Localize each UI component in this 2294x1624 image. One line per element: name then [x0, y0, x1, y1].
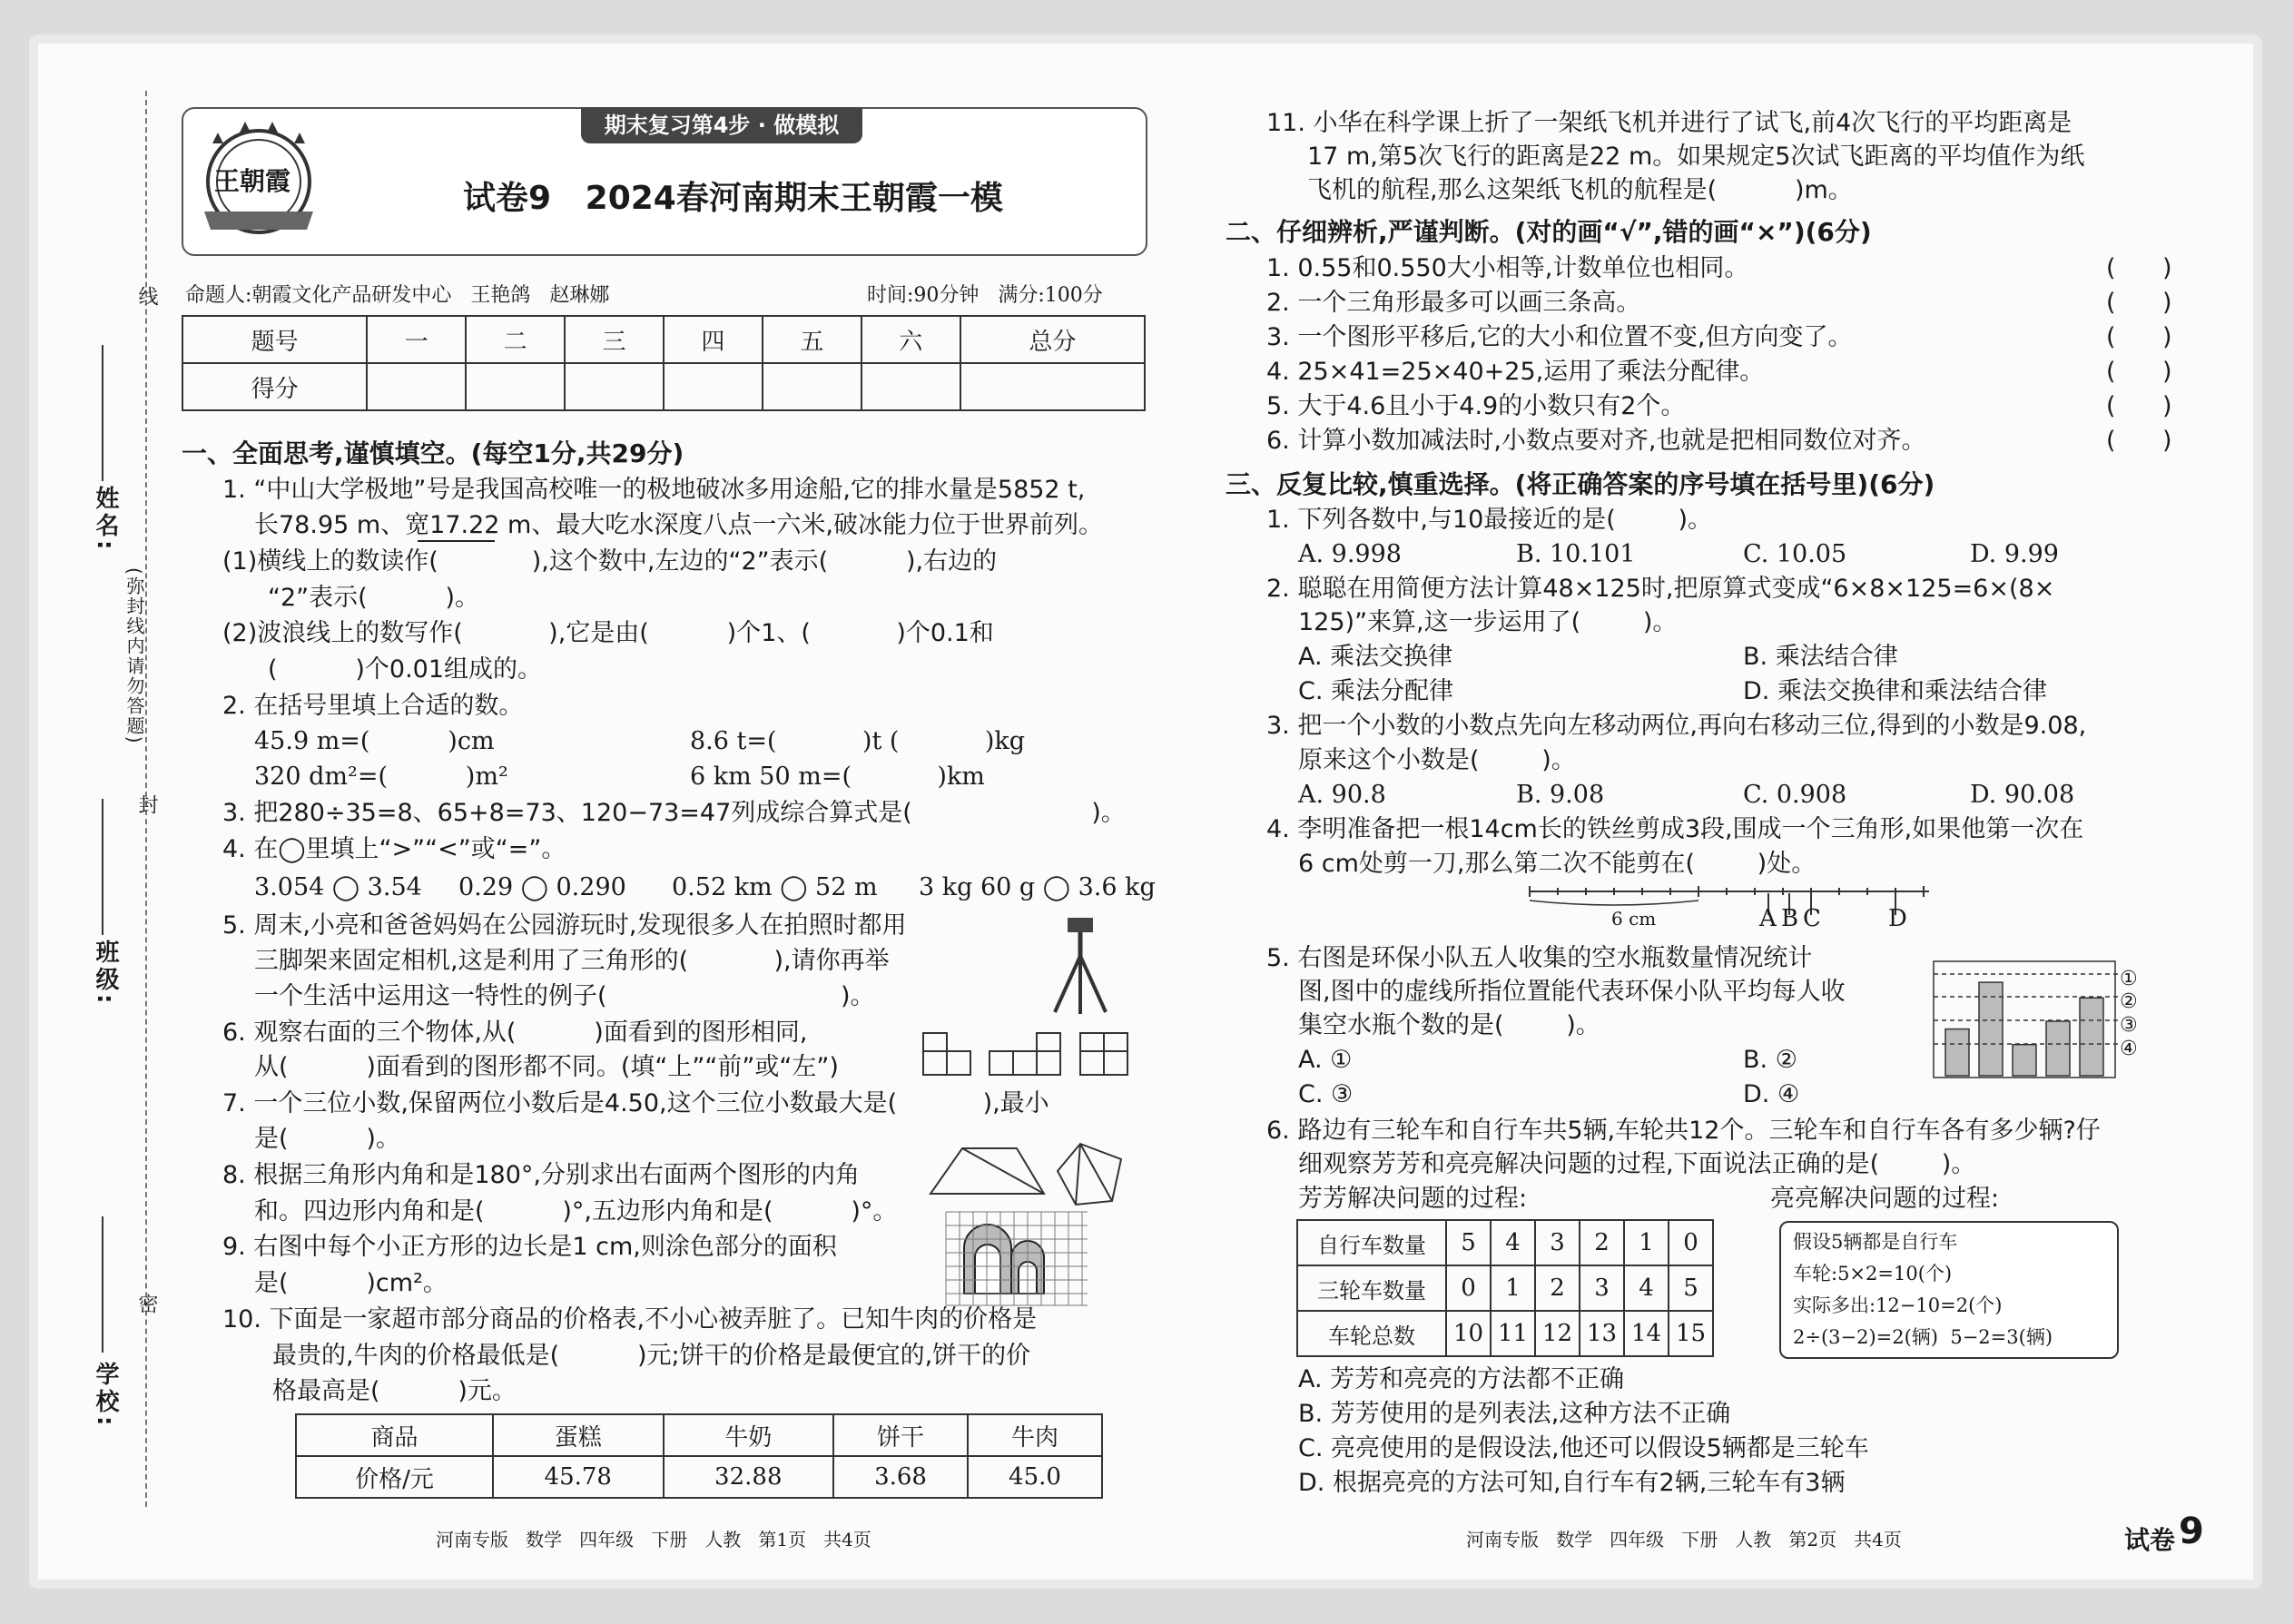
- q5-opt-d[interactable]: D. ④: [1743, 1080, 1800, 1108]
- school-label: 学校:: [92, 1362, 119, 1430]
- footer-right: 河南专版 数学 四年级 下册 人教 第2页 共4页: [1466, 1529, 1902, 1550]
- chart-bar: [2046, 1021, 2070, 1076]
- fang-cell: 11: [1491, 1311, 1535, 1356]
- q5-opt-c[interactable]: C. ③: [1298, 1080, 1354, 1108]
- choice-q6-line1: 6. 路边有三轮车和自行车共5辆,车轮共12个。三轮车和自行车各有多少辆?仔: [1266, 1117, 2101, 1145]
- score-header: 一: [367, 316, 466, 363]
- q2-opt-d[interactable]: D. 乘法交换律和乘法结合律: [1743, 677, 2047, 705]
- q6-line2: 从( )面看到的图形都不同。(填“上”“前”或“左”): [254, 1053, 839, 1081]
- price-header: 饼干: [833, 1414, 968, 1456]
- score-cell[interactable]: [664, 363, 763, 410]
- score-header: 六: [861, 316, 960, 363]
- fang-title: 芳芳解决问题的过程:: [1298, 1185, 1528, 1213]
- q1-line2: 长78.95 m、宽17.22 m、最大吃水深度八点一六米,破冰能力位于世界前列。: [254, 511, 1103, 539]
- fang-cell: 1: [1491, 1265, 1535, 1311]
- side-secret-label: 密: [135, 1294, 158, 1317]
- q11-line2: 17 m,第5次飞行的距离是22 m。如果规定5次试飞距离的平均值作为纸: [1307, 143, 2085, 171]
- chart-line-label-2: ②: [2120, 990, 2138, 1013]
- score-header: 总分: [960, 316, 1145, 363]
- score-table: [182, 315, 1146, 411]
- q6-opt-a[interactable]: A. 芳芳和亮亮的方法都不正确: [1298, 1365, 1625, 1393]
- choice-q3-line1: 3. 把一个小数的小数点先向左移动两位,再向右移动三位,得到的小数是9.08,: [1266, 712, 2087, 740]
- chart-line-label-3: ③: [2120, 1014, 2138, 1037]
- ruler-mark-b: B: [1781, 905, 1799, 932]
- side-seal-label: 封: [135, 794, 158, 818]
- choice-q5-line2: 图,图中的虚线所指位置能代表环保小队平均每人收: [1298, 978, 1846, 1006]
- judge-answer-5[interactable]: ( ): [2106, 392, 2172, 420]
- score-cell[interactable]: [466, 363, 565, 410]
- q2-b: 8.6 t=( )t ( )kg: [690, 727, 1026, 755]
- part1-title: 一、全面思考,谨慎填空。(每空1分,共29分): [182, 438, 684, 468]
- score-header: 五: [763, 316, 861, 363]
- q6-line1: 6. 观察右面的三个物体,从( )面看到的图形相同,: [222, 1019, 808, 1047]
- chart-line-label-1: ①: [2120, 968, 2138, 990]
- judge-answer-1[interactable]: ( ): [2106, 254, 2172, 282]
- q1-opt-c[interactable]: C. 10.05: [1743, 540, 1847, 568]
- liang-line-2: 车轮:5×2=10(个): [1793, 1263, 1953, 1284]
- chart-bar: [2013, 1045, 2036, 1076]
- q2-d: 6 km 50 m=( )km: [690, 763, 985, 791]
- choice-q2-line2: 125)”来算,这一步运用了( )。: [1298, 608, 1678, 636]
- price-row-label: 价格/元: [296, 1456, 493, 1498]
- name-line: [102, 345, 103, 481]
- score-cell[interactable]: [763, 363, 861, 410]
- fang-cell: 12: [1535, 1311, 1580, 1356]
- q3-opt-d[interactable]: D. 90.08: [1970, 781, 2075, 809]
- ruler-label: 6 cm: [1611, 908, 1657, 930]
- q6-opt-c[interactable]: C. 亮亮使用的是假设法,他还可以假设5辆都是三轮车: [1298, 1434, 1869, 1462]
- chart-bar: [1945, 1029, 1969, 1076]
- fang-cell: 0: [1669, 1220, 1713, 1265]
- choice-q5-line1: 5. 右图是环保小队五人收集的空水瓶数量情况统计: [1266, 944, 1813, 972]
- q1-sub1-cont: “2”表示( )。: [268, 584, 480, 612]
- fang-row: [1297, 1265, 1713, 1311]
- score-header: 题号: [182, 316, 367, 363]
- fang-cell: 10: [1446, 1311, 1491, 1356]
- q3-opt-a[interactable]: A. 90.8: [1298, 781, 1386, 809]
- price-header: 商品: [296, 1414, 493, 1456]
- q5-line3: 一个生活中运用这一特性的例子( )。: [254, 982, 875, 1010]
- q8-line2: 和。四边形内角和是( )°,五边形内角和是( )°。: [254, 1197, 898, 1225]
- part3-title: 三、反复比较,慎重选择。(将正确答案的序号填在括号里)(6分): [1226, 469, 1935, 499]
- fang-cell: 2: [1535, 1265, 1580, 1311]
- q4-b: 0.29 ◯ 0.290: [458, 873, 626, 901]
- q10-line1: 10. 下面是一家超市部分商品的价格表,不小心被弄脏了。已知牛肉的价格是: [222, 1305, 1038, 1334]
- fang-cell: 5: [1669, 1265, 1713, 1311]
- choice-q4-line1: 4. 李明准备把一根14cm长的铁丝剪成3段,围成一个三角形,如果他第一次在: [1266, 815, 2084, 843]
- q4-a: 3.054 ◯ 3.54: [254, 873, 422, 901]
- q2-a: 45.9 m=( )cm: [254, 727, 495, 755]
- judge-2: 2. 一个三角形最多可以画三条高。: [1266, 289, 1641, 317]
- time-score: 时间:90分钟 满分:100分: [867, 284, 1103, 307]
- chart-line-label-4: ④: [2120, 1038, 2138, 1060]
- q1-sub2: (2)波浪线上的数写作( ),它是由( )个1、( )个0.1和: [222, 619, 994, 647]
- footer-tag: 试卷: [2124, 1525, 2176, 1555]
- name-label: 姓名:: [92, 486, 119, 554]
- q5-line1: 5. 周末,小亮和爸爸妈妈在公园游玩时,发现很多人在拍照时都用: [222, 911, 907, 940]
- side-line-label: 线: [135, 286, 158, 310]
- score-row-label: 得分: [182, 363, 367, 410]
- cube-figures: [921, 1026, 1144, 1080]
- q9-line1: 9. 右图中每个小正方形的边长是1 cm,则涂色部分的面积: [222, 1233, 837, 1261]
- class-line: [102, 799, 103, 935]
- choice-q3-line2: 原来这个小数是( )。: [1298, 746, 1576, 774]
- wire-ruler: [1525, 879, 1934, 933]
- ruler-mark-d: D: [1888, 905, 1907, 932]
- tripod-figure: [1044, 912, 1117, 1017]
- q3-opt-b[interactable]: B. 9.08: [1516, 781, 1605, 809]
- choice-q1: 1. 下列各数中,与10最接近的是( )。: [1266, 506, 1713, 534]
- ruler-mark-a: A: [1759, 905, 1777, 932]
- score-header: 四: [664, 316, 763, 363]
- price-value: 45.0: [968, 1456, 1102, 1498]
- price-header: 牛肉: [968, 1414, 1102, 1456]
- price-header-row: [296, 1414, 1102, 1456]
- judge-6: 6. 计算小数加减法时,小数点要对齐,也就是把相同数位对齐。: [1266, 427, 1926, 455]
- choice-q2-line1: 2. 聪聪在用简便方法计算48×125时,把原算式变成“6×8×125=6×(8×: [1266, 575, 2055, 603]
- price-value: 32.88: [664, 1456, 834, 1498]
- school-line: [102, 1216, 103, 1353]
- q8-line1: 8. 根据三角形内角和是180°,分别求出右面两个图形的内角: [222, 1161, 860, 1189]
- q2-title: 2. 在括号里填上合适的数。: [222, 692, 524, 720]
- score-header: 三: [565, 316, 664, 363]
- q2-opt-c[interactable]: C. 乘法分配律: [1298, 677, 1454, 705]
- q5-line2: 三脚架来固定相机,这是利用了三角形的( ),请你再举: [254, 947, 890, 975]
- price-value: 3.68: [833, 1456, 968, 1498]
- fang-cell: 4: [1491, 1220, 1535, 1265]
- underline-17-22: [418, 540, 495, 542]
- q11-line3: 飞机的航程,那么这架纸飞机的航程是( )m。: [1307, 176, 1853, 204]
- q1-opt-a[interactable]: A. 9.998: [1298, 540, 1402, 568]
- choice-q6-line2: 细观察芳芳和亮亮解决问题的过程,下面说法正确的是( )。: [1298, 1150, 1976, 1178]
- fang-cell: 15: [1669, 1311, 1713, 1356]
- judge-answer-3[interactable]: ( ): [2106, 323, 2172, 351]
- fang-cell: 自行车数量: [1297, 1220, 1446, 1265]
- judge-1: 1. 0.55和0.550大小相等,计数单位也相同。: [1266, 254, 1749, 282]
- logo-text: 王朝霞: [214, 166, 291, 196]
- q1-sub2-cont: ( )个0.01组成的。: [268, 655, 543, 684]
- paper-title: 试卷9 2024春河南期末王朝霞一模: [463, 180, 1003, 217]
- fang-cell: 车轮总数: [1297, 1311, 1446, 1356]
- liang-line-1: 假设5辆都是自行车: [1793, 1231, 1958, 1253]
- part2-title: 二、仔细辨析,严谨判断。(对的画“√”,错的画“×”)(6分): [1226, 217, 1872, 247]
- header-banner: 期末复习第4步 · 做模拟: [581, 107, 862, 143]
- score-header-row: [182, 316, 1145, 363]
- liang-line-3: 实际多出:12−10=2(个): [1793, 1294, 2003, 1316]
- fang-cell: 3: [1580, 1265, 1624, 1311]
- class-label: 班级:: [92, 940, 119, 1008]
- q11-line1: 11. 小华在科学课上折了一架纸飞机并进行了试飞,前4次飞行的平均距离是: [1266, 109, 2072, 137]
- polygon-figures: [926, 1139, 1135, 1207]
- q7-line1: 7. 一个三位小数,保留两位小数后是4.50,这个三位小数最大是( ),最小: [222, 1089, 1049, 1117]
- q1-opt-d[interactable]: D. 9.99: [1970, 540, 2059, 568]
- chart-bar: [2080, 998, 2103, 1076]
- fang-cell: 三轮车数量: [1297, 1265, 1446, 1311]
- q3-line: 3. 把280÷35=8、65+8=73、120−73=47列成综合算式是( )。: [222, 799, 1126, 827]
- judge-4: 4. 25×41=25×40+25,运用了乘法分配律。: [1266, 358, 1765, 386]
- score-cell[interactable]: [367, 363, 466, 410]
- fang-cell: 3: [1535, 1220, 1580, 1265]
- q1-opt-b[interactable]: B. 10.101: [1516, 540, 1636, 568]
- price-row: [296, 1456, 1102, 1498]
- q10-line3: 格最高是( )元。: [272, 1377, 517, 1405]
- fang-cell: 1: [1624, 1220, 1669, 1265]
- footer-left: 河南专版 数学 四年级 下册 人教 第1页 共4页: [436, 1529, 871, 1550]
- price-header: 蛋糕: [493, 1414, 664, 1456]
- judge-5: 5. 大于4.6且小于4.9的小数只有2个。: [1266, 392, 1686, 420]
- liang-line-4: 2÷(3−2)=2(辆) 5−2=3(辆): [1793, 1326, 2053, 1348]
- q1-sub1: (1)横线上的数读作( ),这个数中,左边的“2”表示( ),右边的: [222, 547, 998, 576]
- q2-c: 320 dm²=( )m²: [254, 763, 508, 791]
- q4-d: 3 kg 60 g ◯ 3.6 kg: [919, 873, 1156, 901]
- fang-cell: 14: [1624, 1311, 1669, 1356]
- authors: 命题人:朝霞文化产品研发中心 王艳鸽 赵琳娜: [185, 284, 610, 307]
- score-cell[interactable]: [565, 363, 664, 410]
- fang-cell: 5: [1446, 1220, 1491, 1265]
- q6-opt-d[interactable]: D. 根据亮亮的方法可知,自行车有2辆,三轮车有3辆: [1298, 1469, 1846, 1497]
- q6-opt-b[interactable]: B. 芳芳使用的是列表法,这种方法不正确: [1298, 1400, 1731, 1428]
- ruler-mark-c: C: [1803, 905, 1821, 932]
- q2-opt-a[interactable]: A. 乘法交换律: [1298, 643, 1453, 671]
- liang-title: 亮亮解决问题的过程:: [1770, 1185, 2000, 1213]
- q4-c: 0.52 km ◯ 52 m: [672, 873, 878, 901]
- judge-answer-2[interactable]: ( ): [2106, 289, 2172, 317]
- q3-opt-c[interactable]: C. 0.908: [1743, 781, 1847, 809]
- footer-tag-number: 9: [2179, 1511, 2204, 1552]
- choice-q5-line3: 集空水瓶个数的是( )。: [1298, 1011, 1600, 1039]
- q1-line1: 1. “中山大学极地”号是我国高校唯一的极地破冰多用途船,它的排水量是5852 t,: [222, 476, 1086, 504]
- price-table: [295, 1413, 1103, 1499]
- q5-opt-a[interactable]: A. ①: [1298, 1046, 1353, 1074]
- q10-line2: 最贵的,牛肉的价格最低是( )元;饼干的价格是最便宜的,饼干的价: [272, 1342, 1031, 1370]
- score-cell[interactable]: [861, 363, 960, 410]
- fang-cell: 0: [1446, 1265, 1491, 1311]
- fang-table: [1296, 1219, 1714, 1357]
- fang-cell: 4: [1624, 1265, 1669, 1311]
- side-note: (弥封线内请勿答题): [123, 567, 145, 745]
- price-value: 45.78: [493, 1456, 664, 1498]
- q5-opt-b[interactable]: B. ②: [1743, 1046, 1797, 1074]
- price-header: 牛奶: [664, 1414, 834, 1456]
- score-header: 二: [466, 316, 565, 363]
- fang-cell: 2: [1580, 1220, 1624, 1265]
- fang-row: [1297, 1220, 1713, 1265]
- score-row: [182, 363, 1145, 410]
- choice-q4-line2: 6 cm处剪一刀,那么第二次不能剪在( )处。: [1298, 850, 1816, 878]
- shaded-grid-figure: [944, 1207, 1089, 1307]
- q2-opt-b[interactable]: B. 乘法结合律: [1743, 643, 1898, 671]
- q7-line2: 是( )。: [254, 1125, 400, 1153]
- q4-title: 4. 在◯里填上“>”“<”或“=”。: [222, 835, 566, 863]
- judge-answer-6[interactable]: ( ): [2106, 427, 2172, 455]
- q9-line2: 是( )cm²。: [254, 1269, 448, 1297]
- fang-cell: 13: [1580, 1311, 1624, 1356]
- judge-answer-4[interactable]: ( ): [2106, 358, 2172, 386]
- score-cell[interactable]: [960, 363, 1145, 410]
- fang-row: [1297, 1311, 1713, 1356]
- judge-3: 3. 一个图形平移后,它的大小和位置不变,但方向变了。: [1266, 323, 1853, 351]
